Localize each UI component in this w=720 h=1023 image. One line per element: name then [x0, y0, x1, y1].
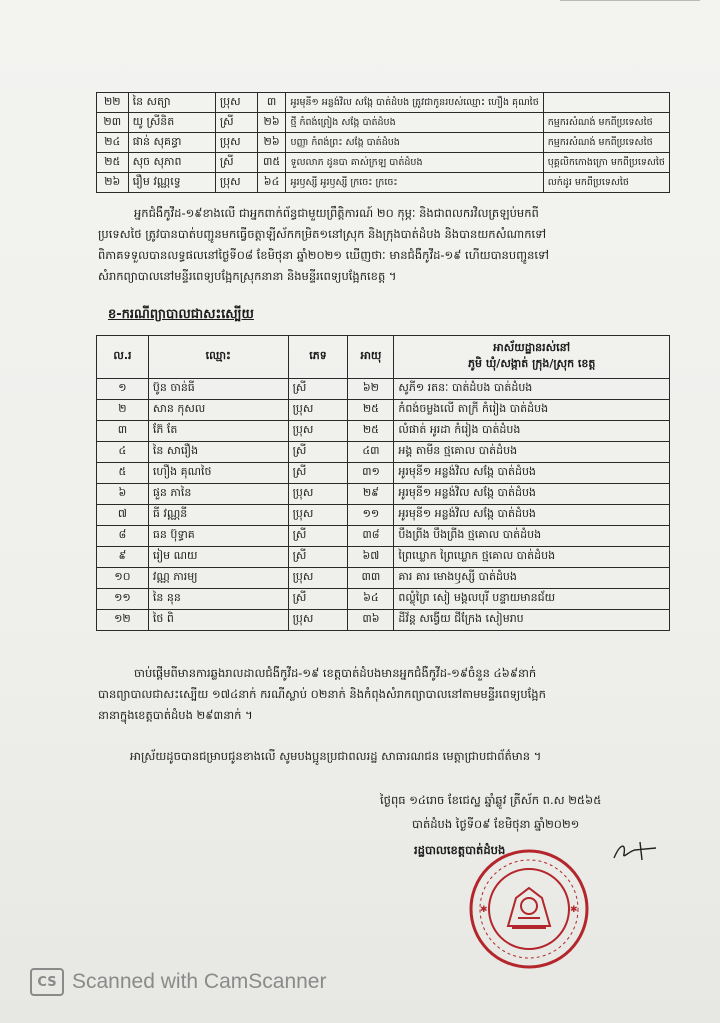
cell-age: ១១	[348, 505, 394, 526]
cell-name: នៃ សត្យា	[128, 93, 215, 113]
cell-address: អូរមុនី១ អន្លង់វិល សង្កែ បាត់ដំបង	[394, 505, 670, 526]
cell-name: ថៃ ពិ	[148, 610, 288, 631]
cell-name: ប៊ូន ចាន់ធី	[148, 379, 288, 400]
table-row	[97, 610, 670, 631]
cell-sex: ប្រុស	[215, 93, 257, 113]
table-row	[97, 505, 670, 526]
cell-name: វណ្ណ ភារម្យ	[148, 568, 288, 589]
cell-sex: ប្រុស	[288, 505, 348, 526]
section-heading-recovered: ខ-ករណីព្យាបាលជាសះស្បើយ	[108, 307, 254, 322]
table-row	[97, 173, 670, 193]
cell-no: ៦	[97, 484, 149, 505]
cell-age: ៣៥	[257, 153, 286, 173]
cell-age: ២៥	[348, 400, 394, 421]
cell-no: ៧	[97, 505, 149, 526]
cell-sex: ស្រី	[288, 589, 348, 610]
cell-name: ហឿង គុណថៃ	[148, 463, 288, 484]
cell-address: អូរមុនី១ អន្លង់វិល សង្កែ បាត់ដំបង	[394, 463, 670, 484]
cell-note: កម្មករសំណង់ មកពីប្រទេសថៃ	[543, 113, 669, 133]
cell-address: បឹងព្រីង បឹងព្រីង ថ្មគោល បាត់ដំបង	[394, 526, 670, 547]
table-row	[97, 526, 670, 547]
table-row	[97, 484, 670, 505]
paragraph-line: ចាប់ផ្តើមពីមានការឆ្លងរាលដាលជំងឺកូវីដ-១៩ ខេត្តបាត់ដំបងមានអ្នកជំងឺកូវីដ-១៩ចំនួន ៤៦៩នាក់	[134, 666, 537, 680]
svg-text:✱: ✱	[570, 905, 578, 915]
cell-age: ៣៣	[348, 568, 394, 589]
top-edge-line	[560, 0, 700, 1]
cell-note: បុគ្គលិកកោងក្រោ មកពីប្រទេសថៃ	[543, 153, 669, 173]
svg-text:✱: ✱	[480, 905, 488, 915]
cell-address: កំពង់ចម្លងលើ តាក្រី កំរៀង បាត់ដំបង	[394, 400, 670, 421]
table-row	[97, 547, 670, 568]
cell-no: ២៥	[97, 153, 129, 173]
table-row	[97, 153, 670, 173]
cell-sex: ស្រី	[215, 113, 257, 133]
paragraph-notice: អាស្រ័យដូចបានជម្រាបជូនខាងលើ សូមបងប្អូនប្រជាពលរដ្ឋ សាធារណជន មេត្តាជ្រាបជាព័ត៌មាន ។	[130, 749, 542, 763]
cell-address: គារ គារ មោងឫស្សី បាត់ដំបង	[394, 568, 670, 589]
cell-age: ៦២	[348, 379, 394, 400]
cell-no: ៨	[97, 526, 149, 547]
cell-sex: ប្រុស	[215, 133, 257, 153]
cell-no: ២៦	[97, 173, 129, 193]
cell-name: រឿម វណ្ណទ្វេ	[128, 173, 215, 193]
cell-sex: ប្រុស	[288, 421, 348, 442]
cell-note: កម្មករសំណង់ មកពីប្រទេសថៃ	[543, 133, 669, 153]
cell-address: ដីវ័ន្ត សង្វើយ ជីក្រែង សៀមរាប	[394, 610, 670, 631]
cell-name: យូ ស្រីនិត	[128, 113, 215, 133]
cell-no: ១២	[97, 610, 149, 631]
header-sex: ភេទ	[288, 336, 348, 379]
cell-age: ៤៣	[348, 442, 394, 463]
cell-age: ៣	[257, 93, 286, 113]
cell-address: ថ្មី កំពង់ព្រៀង សង្កែ បាត់ដំបង	[286, 113, 543, 133]
cell-no: ២២	[97, 93, 129, 113]
cell-address: សូភី១ រតនៈ បាត់ដំបង បាត់ដំបង	[394, 379, 670, 400]
cell-name: សុច សុភាព	[128, 153, 215, 173]
cell-age: ៦៤	[257, 173, 286, 193]
scanner-text: Scanned with CamScanner	[72, 970, 327, 993]
cell-sex: ស្រី	[288, 463, 348, 484]
cell-age: ២៦	[257, 133, 286, 153]
table-row	[97, 133, 670, 153]
cell-no: ៩	[97, 547, 149, 568]
cell-sex: ប្រុស	[288, 610, 348, 631]
cell-no: ១០	[97, 568, 149, 589]
cell-no: ៥	[97, 463, 149, 484]
cell-address: អង្គ តាមីន ថ្មគោល បាត់ដំបង	[394, 442, 670, 463]
cell-name: ភ៊ែ តែ	[148, 421, 288, 442]
cell-address: លំផាត់ អូរដា កំរៀង បាត់ដំបង	[394, 421, 670, 442]
cell-age: ២៥	[348, 421, 394, 442]
cell-sex: ប្រុស	[215, 173, 257, 193]
signer-title: រដ្ឋបាលខេត្តបាត់ដំបង	[414, 843, 506, 857]
cell-sex: ប្រុស	[288, 400, 348, 421]
cell-sex: ស្រី	[288, 526, 348, 547]
cell-note: លក់ដូរ មកពីប្រទេសថៃ	[543, 173, 669, 193]
paragraph-line: អ្នកជំងឺកូវីដ-១៩ខាងលើ ជាអ្នកពាក់ព័ន្ធជាមួយព្រឹត្តិការណ៍ ២០ កុម្ភៈ និងជាពលករវិលត្រឡប់មកពី	[134, 206, 539, 220]
cell-sex: ស្រី	[288, 379, 348, 400]
camscanner-logo-icon: CS	[30, 968, 64, 996]
cell-no: ២៤	[97, 133, 129, 153]
cell-age: ៣៦	[348, 610, 394, 631]
paragraph-line: ប្រទេសថៃ ត្រូវបានបាត់បញ្ជូនមកធ្វើចត្តាឡីស័កកម្រិត១នៅស្រុក និងក្រុងបាត់ដំបង និងបានយកសំណាកទៅ	[98, 227, 547, 241]
cell-no: ៣	[97, 421, 149, 442]
paragraph-line: បានព្យាបាលជាសះស្បើយ ១៧៤នាក់ ករណីស្លាប់ ០២នាក់ និងកំពុងសំរាកព្យាបាលនៅតាមមន្ទីរពេទ្យបង្អែក	[98, 687, 546, 701]
cell-name: ផួន ភានៃ	[148, 484, 288, 505]
cell-no: ៤	[97, 442, 149, 463]
table-row	[97, 379, 670, 400]
cell-no: ១	[97, 379, 149, 400]
table-row	[97, 93, 670, 113]
cell-name: ផាន់ សុគន្ធា	[128, 133, 215, 153]
cell-sex: ស្រី	[288, 547, 348, 568]
scanner-watermark	[30, 968, 326, 996]
cases-table-top	[96, 92, 670, 193]
cell-name: ធន ប៊ុទ្ធាគ	[148, 526, 288, 547]
cell-age: ២៦	[257, 113, 286, 133]
cell-age: ៣១	[348, 463, 394, 484]
table-row	[97, 442, 670, 463]
table-row	[97, 568, 670, 589]
cell-sex: ស្រី	[215, 153, 257, 173]
table-row	[97, 400, 670, 421]
cell-address: បញ្ញា កំពង់ព្រះ សង្កែ បាត់ដំបង	[286, 133, 543, 153]
handwritten-signature	[612, 838, 662, 864]
cell-name: ធី វណ្ណនី	[148, 505, 288, 526]
paragraph-line: សំរាកព្យាបាលនៅមន្ទីរពេទ្យបង្អែកស្រុកនានា និងមន្ទីរពេទ្យបង្អែកខេត្ត ។	[98, 269, 397, 283]
header-name: ឈ្មោះ	[148, 336, 288, 379]
official-seal-stamp	[468, 848, 590, 970]
table-row	[97, 421, 670, 442]
header-age: អាយុ	[348, 336, 394, 379]
header-no: ល.រ	[97, 336, 149, 379]
cell-sex: ប្រុស	[288, 568, 348, 589]
cell-name: រៀម ណយ	[148, 547, 288, 568]
cell-name: នៃ សារឿង	[148, 442, 288, 463]
paragraph-line: នានាក្នុងខេត្តបាត់ដំបង ២៩៣នាក់ ។	[98, 708, 253, 722]
cell-address: អូរមុនី១ អន្លង់វិល សង្កែ បាត់ដំបង	[394, 484, 670, 505]
table-row	[97, 463, 670, 484]
cell-address: ព្រៃឃ្លោក ព្រៃឃ្លោក ថ្មគោល បាត់ដំបង	[394, 547, 670, 568]
cell-sex: ប្រុស	[288, 484, 348, 505]
cell-age: ៣៨	[348, 526, 394, 547]
date-solar: បាត់ដំបង ថ្ងៃទី០៩ ខែមិថុនា ឆ្នាំ២០២១	[412, 817, 580, 831]
cell-age: ២៩	[348, 484, 394, 505]
table-row	[97, 113, 670, 133]
cell-age: ៦៧	[348, 547, 394, 568]
cell-age: ៦៤	[348, 589, 394, 610]
header-address-title: អាស័យដ្ឋានរស់នៅ	[493, 341, 571, 354]
table-row	[97, 589, 670, 610]
date-lunar: ថ្ងៃពុធ ១៤រោច ខែជេស្ឋ ឆ្នាំឆ្លូវ ត្រីស័ក ព.ស ២៥៦៥	[380, 793, 602, 807]
cell-address: ពល្លុំព្រៃ សៀ មង្គលបុរី បន្ទាយមានជ័យ	[394, 589, 670, 610]
cell-no: ២៣	[97, 113, 129, 133]
cell-name: សាន កុសល	[148, 400, 288, 421]
cell-address: អូរមុនី១ អន្លង់វិល សង្កែ បាត់ដំបង ត្រូវជាកូនរបស់ឈ្មោះ ហឿង គុណថៃ	[286, 93, 543, 113]
header-address-sub: ភូមិ ឃុំ/សង្កាត់ ក្រុង/ស្រុក ខេត្ត	[468, 357, 596, 370]
cell-no: ២	[97, 400, 149, 421]
recovered-table	[96, 335, 670, 631]
cell-no: ១១	[97, 589, 149, 610]
cell-name: នៃ នុន	[148, 589, 288, 610]
paragraph-line: ពិភាគទទួលបានលទ្ធផលនៅថ្ងៃទី០៨ ខែមិថុនា ឆ្នាំ២០២១ ឃើញថាៈ មានជំងឺកូវីដ-១៩ ហើយបានបញ្ជូនទៅ	[98, 248, 550, 262]
cell-address: អូរឫស្សី អូរឫស្សី ក្រចេះ ក្រចេះ	[286, 173, 543, 193]
cell-sex: ស្រី	[288, 442, 348, 463]
header-address	[394, 336, 670, 379]
cell-address: ទួលលាភ ដូនបា គាស់ក្រឡ បាត់ដំបង	[286, 153, 543, 173]
cell-note	[543, 93, 669, 113]
